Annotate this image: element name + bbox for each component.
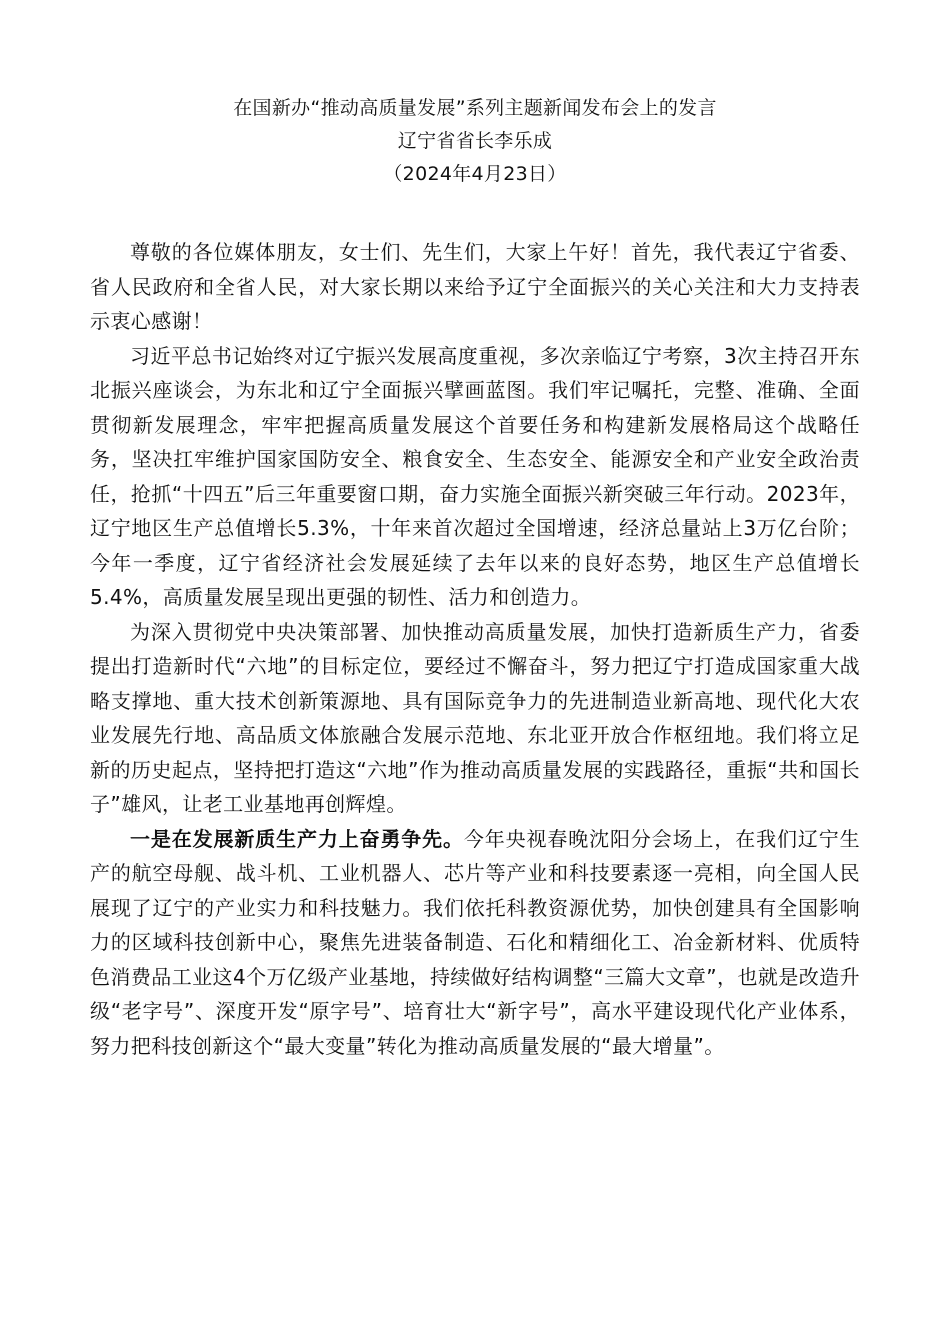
document-title: 在国新办“推动高质量发展”系列主题新闻发布会上的发言 [233,97,717,119]
paragraph-text: 今年央视春晚沈阳分会场上，在我们辽宁生产的航空母舰、战斗机、工业机器人、芯片等产业和科技要素逐一亮相，向全国人民展现了辽宁的产业实力和科技魅力。我们依托科教资源优势，加快创建具有全国影响力的区域科技创新中心，聚焦先进装备制造、石化和精细化工、冶金新材料、优质特色消费品工业这4个万亿级产业基地，持续做好结构调整“三篇大文章”，也就是改造升级“老字号”、深度开发“原字号”、培育壮大“新字号”，高水平建设现代化产业体系，努力把科技创新这个“最大变量”转化为推动高质量发展的“最大增量”。 [90,826,860,1058]
document-body [90,235,860,1063]
paragraph-lead: 一是在发展新质生产力上奋勇争先。 [130,826,464,851]
paragraph-greeting [90,235,860,339]
paragraph-development [90,339,860,615]
paragraph-six-places [90,615,860,822]
speaker-line: 辽宁省省长李乐成 [397,130,553,152]
paragraph-first-point [90,822,860,1064]
paragraph-text: 习近平总书记始终对辽宁振兴发展高度重视，多次亲临辽宁考察，3次主持召开东北振兴座谈会，为东北和辽宁全面振兴擘画蓝图。我们牢记嘱托，完整、准确、全面贯彻新发展理念，牢牢把握高质量发展这个首要任务和构建新发展格局这个战略任务，坚决扛牢维护国家国防安全、粮食安全、生态安全、能源安全和产业安全政治责任，抢抓“十四五”后三年重要窗口期，奋力实施全面振兴新突破三年行动。2023年，辽宁地区生产总值增长5.3%，十年来首次超过全国增速，经济总量站上3万亿台阶；今年一季度，辽宁省经济社会发展延续了去年以来的良好态势，地区生产总值增长5.4%，高质量发展呈现出更强的韧性、活力和创造力。 [90,343,860,609]
date-line: （2024年4月23日） [383,163,567,185]
document-page [90,92,860,1063]
paragraph-text: 尊敬的各位媒体朋友，女士们、先生们，大家上午好！首先，我代表辽宁省委、省人民政府和全省人民，对大家长期以来给予辽宁全面振兴的关心关注和大力支持表示衷心感谢！ [90,240,860,333]
document-header [90,92,860,191]
paragraph-text: 为深入贯彻党中央决策部署、加快推动高质量发展，加快打造新质生产力，省委提出打造新时代“六地”的目标定位，要经过不懈奋斗，努力把辽宁打造成国家重大战略支撑地、重大技术创新策源地、具有国际竞争力的先进制造业新高地、现代化大农业发展先行地、高品质文体旅融合发展示范地、东北亚开放合作枢纽地。我们将立足新的历史起点，坚持把打造这“六地”作为推动高质量发展的实践路径，重振“共和国长子”雄风，让老工业基地再创辉煌。 [90,619,860,816]
